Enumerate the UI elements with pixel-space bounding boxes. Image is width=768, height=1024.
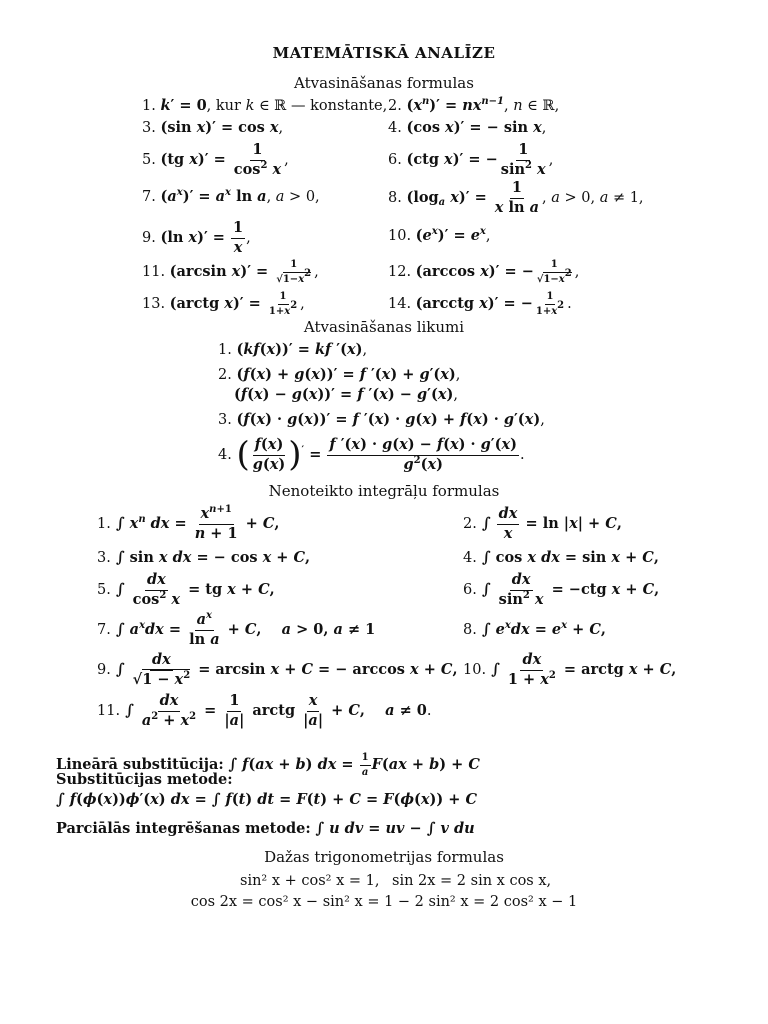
derivative-formula-11: 11. (arcsin x)′ = $\frac{1}{√1-x^2}$ , bbox=[142, 259, 319, 285]
derivative-rule-1: 1. (kf(x))′ = kf ′(x), bbox=[218, 341, 368, 358]
integral-formula-7: 7. ∫ $a^xdx$ = $\frac{a^x}{\text{ln a}}$ + C, a > 0, a ≠ 1 bbox=[97, 610, 376, 648]
substitution-method-formula: ∫ f(ϕ(x))ϕ′(x) dx = ∫ f(t) dt = F(t) + C = F(ϕ(x)) + C bbox=[56, 790, 478, 808]
derivative-formula-8: 8. ($\log_a$ x)′ = $\frac{1}{\text{x ln a}}$ , a > 0, a ≠ 1, bbox=[388, 179, 644, 216]
derivative-formula-7: 7. $(a^x)' = a^x$ ln a, a > 0, bbox=[142, 187, 320, 205]
integral-formula-1: 1. ∫ $x^n$ dx = $\frac{x^{n+1}}{n + 1}$ + C, bbox=[97, 504, 280, 542]
derivative-rule-2a: 2. (f(x) + g(x))′ = f ′(x) + g′(x), bbox=[218, 366, 461, 383]
derivative-formula-3: 3. (sin x)′ = cos x, bbox=[142, 119, 284, 136]
derivative-formulas-heading: Atvasināšanas formulas bbox=[294, 74, 474, 92]
derivative-formula-13: 13. (arctg x)′ = $\frac{1}{1+x^2}$ , bbox=[142, 291, 305, 317]
derivative-formula-10: 10. $(e^x)' = e^x$, bbox=[388, 226, 491, 244]
derivative-rule-2b: (f(x) − g(x))′ = f ′(x) − g′(x), bbox=[234, 386, 458, 403]
integral-formula-11: 11. ∫ $\frac{dx}{a^2 + x^2}$ = $\frac{1}{|a|}$ arctg $\frac{x}{|a|}$ + C, a ≠ 0. bbox=[97, 692, 432, 729]
integral-formula-8: 8. ∫ $e^xdx = e^x + C$, bbox=[463, 620, 606, 638]
integral-formula-6: 6. ∫ $\frac{dx}{\sin^2 x}$ = −ctg x + C, bbox=[463, 571, 660, 608]
konstante-text: — konstante, bbox=[290, 98, 388, 114]
trig-formula-1b: sin 2x = 2 sin x cos x, bbox=[392, 873, 552, 889]
integral-formula-5: 5. ∫ $\frac{dx}{\cos^2 x}$ = tg x + C, bbox=[97, 571, 275, 608]
derivative-formula-2: 2. $(x^n)' = nx^{n-1}$, n ∈ ℝ, bbox=[388, 96, 560, 114]
linear-substitution: Lineārā substitūcija: ∫ f(ax + b) dx = $\frac{1}{a}$ F(ax + b) + C bbox=[56, 752, 480, 778]
derivative-formula-4: 4. (cos x)′ = − sin x, bbox=[388, 119, 547, 136]
integral-formula-4: 4. ∫ cos x dx = sin x + C, bbox=[463, 548, 659, 566]
partial-integration-label: Parciālās integrēšanas metode: bbox=[56, 820, 311, 837]
derivative-rule-3: 3. (f(x) · g(x))′ = f ′(x) · g(x) + f(x) · g′(x), bbox=[218, 411, 545, 428]
partial-integration: Parciālās integrēšanas metode: ∫ u dv = uv − ∫ v du bbox=[56, 819, 475, 837]
integral-formula-10: 10. ∫ $\frac{dx}{1 + x^2}$ = arctg x + C, bbox=[463, 651, 677, 688]
kur-text: kur bbox=[215, 98, 241, 114]
derivative-rule-4: 4. ( $\frac{f(x)}{g(x)}$ )′ = $\frac{f '(x) \cdot g(x) - f(x) \cdot g'(x)}{g^2(x)}$ . bbox=[218, 434, 525, 475]
page-title: MATEMĀTISKĀ ANALĪZE bbox=[272, 44, 496, 62]
derivative-formula-6: 6. (ctg x)′ = − $\frac{1}{\sin^2 x}$ , bbox=[388, 141, 554, 178]
derivative-formula-14: 14. (arcctg x)′ = − $\frac{1}{1+x^2}$ . bbox=[388, 291, 572, 317]
derivative-formula-1: 1. k′ = 0, kur k ∈ ℝ — konstante, bbox=[142, 97, 388, 114]
linear-substitution-label: Lineārā substitūcija: bbox=[56, 756, 224, 773]
derivative-formula-5: 5. (tg x)′ = $\frac{1}{\cos^2 x}$ , bbox=[142, 141, 289, 178]
integral-formula-9: 9. ∫ $\frac{dx}{√1 - x^2}$ = arcsin x + C = − arccos x + C, bbox=[97, 651, 458, 688]
derivative-formula-9: 9. (ln x)′ = $\frac{1}{x}$ , bbox=[142, 219, 251, 256]
substitution-method-label: Substitūcijas metode: bbox=[56, 771, 233, 788]
trig-formula-2: cos 2x = cos² x − sin² x = 1 − 2 sin² x = 2 cos² x − 1 bbox=[190, 894, 578, 910]
integral-formulas-heading: Nenoteikto integrāļu formulas bbox=[268, 482, 500, 500]
derivative-formula-12: 12. (arccos x)′ = − $\frac{1}{√1-x^2}$ , bbox=[388, 259, 580, 285]
trig-formulas-heading: Dažas trigonometrijas formulas bbox=[264, 848, 504, 866]
integral-formula-2: 2. ∫ $\frac{dx}{x}$ = ln |x| + C, bbox=[463, 505, 622, 542]
integral-formula-3: 3. ∫ sin x dx = − cos x + C, bbox=[97, 548, 311, 566]
trig-formula-1a: sin² x + cos² x = 1, bbox=[240, 873, 380, 889]
derivative-rules-heading: Atvasināšanas likumi bbox=[303, 318, 465, 336]
